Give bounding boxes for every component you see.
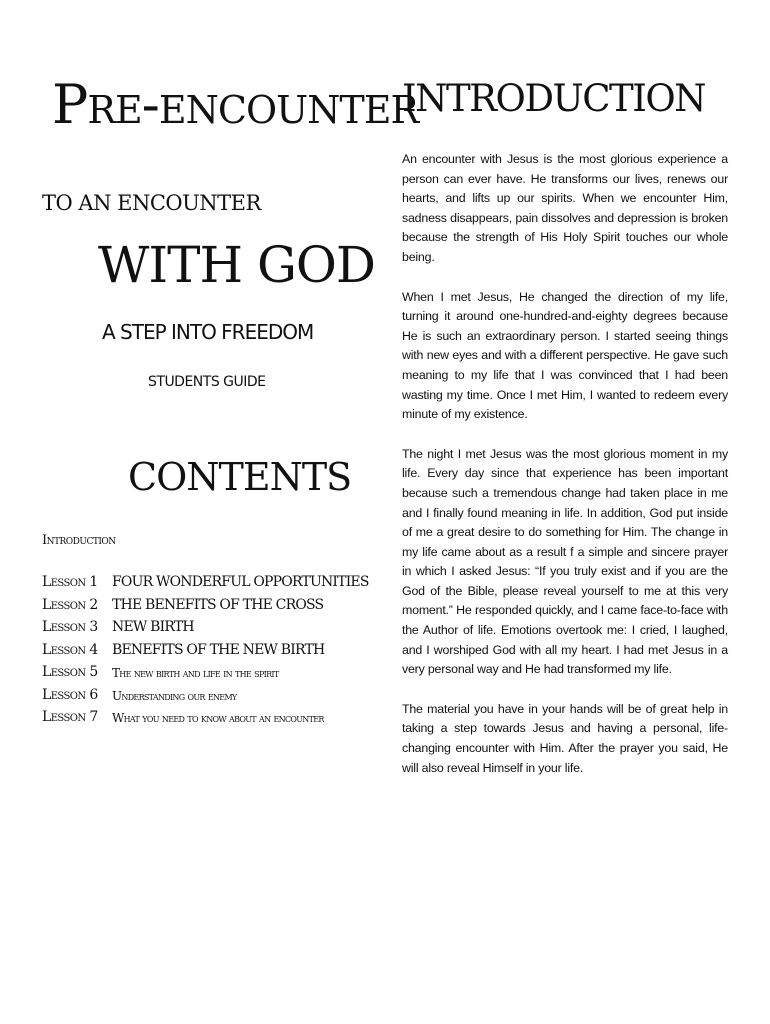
- book-title: Pre-encounter: [52, 73, 419, 136]
- toc-lesson-title: What you need to know about an encounter: [112, 711, 324, 725]
- toc-lesson-title: THE BENEFITS OF THE CROSS: [112, 596, 324, 613]
- toc-introduction: Introduction: [42, 533, 116, 548]
- toc-row: [42, 619, 377, 642]
- toc-row: [42, 642, 377, 665]
- toc-lesson-number: Lesson 4: [42, 641, 98, 658]
- toc-lesson-number: Lesson 6: [42, 686, 98, 703]
- with-god-heading: WITH GOD: [98, 236, 376, 294]
- toc-lesson-title: The new birth and life in the spirit: [112, 666, 279, 680]
- toc-row: [42, 574, 377, 597]
- toc-lesson-title: Understanding our enemy: [112, 688, 237, 703]
- guide-label: STUDENTS GUIDE: [148, 374, 266, 390]
- paragraph: The night I met Jesus was the most glorious moment in my life. Every day since that experience has been important because such a tremendous change had taken place in me and I finally found meaning in life. In addition, God put inside of me a great desire to do something for Him. The change in my life came about as a result f a simple and sincere prayer in which I asked Jesus: “If you truly exist and if you are the God of the Bible, please reveal yourself to me at this very moment.” He responded quickly, and I came face-to-face with the Author of life. Emotions overtook me: I cried, I laughed, and I worshiped God with all my heart. I had met Jesus in a very personal way and He had transformed my life.: [402, 446, 728, 677]
- toc-row: [42, 664, 377, 687]
- toc-row: [42, 709, 377, 732]
- toc-list: [42, 574, 377, 732]
- paragraph: The material you have in your hands will be of great help in taking a step towards Jesus and having a personal, life-changing encounter with Him. After the prayer you said, He will also reveal Himself in your life.: [402, 701, 728, 775]
- toc-lesson-title: NEW BIRTH: [112, 619, 194, 635]
- contents-heading: CONTENTS: [128, 455, 352, 499]
- right-page: [385, 0, 770, 1024]
- introduction-body: [402, 150, 728, 798]
- toc-row: [42, 597, 377, 620]
- toc-lesson-number: Lesson 1: [42, 574, 98, 590]
- tagline: A STEP INTO FREEDOM: [102, 320, 314, 344]
- toc-lesson-title: BENEFITS OF THE NEW BIRTH: [112, 641, 325, 658]
- toc-lesson-number: Lesson 5: [42, 664, 98, 680]
- introduction-heading: INTRODUCTION: [402, 77, 706, 120]
- toc-lesson-number: Lesson 7: [42, 709, 98, 725]
- paragraph: An encounter with Jesus is the most glorious experience a person can ever have. He transforms our lives, renews our hearts, and lifts up our spirits. When we encounter Him, sadness disappears, pain dissolves and depression is broken because the strength of His Holy Spirit touches our whole being.: [402, 152, 728, 264]
- toc-lesson-title: FOUR WONDERFUL OPPORTUNITIES: [112, 574, 369, 590]
- book-subtitle: TO AN ENCOUNTER: [42, 191, 261, 215]
- toc-lesson-number: Lesson 2: [42, 596, 98, 613]
- paragraph: When I met Jesus, He changed the direction of my life, turning it around one-hundred-and-eighty degrees because He is such an extraordinary person. I started seeing things with new eyes and with a different perspective. He gave such meaning to my life that I was convinced that I had been wasting my time. Once I met Him, I wanted to redeem every minute of my existence.: [402, 289, 728, 422]
- toc-lesson-number: Lesson 3: [42, 619, 98, 635]
- toc-row: [42, 687, 377, 710]
